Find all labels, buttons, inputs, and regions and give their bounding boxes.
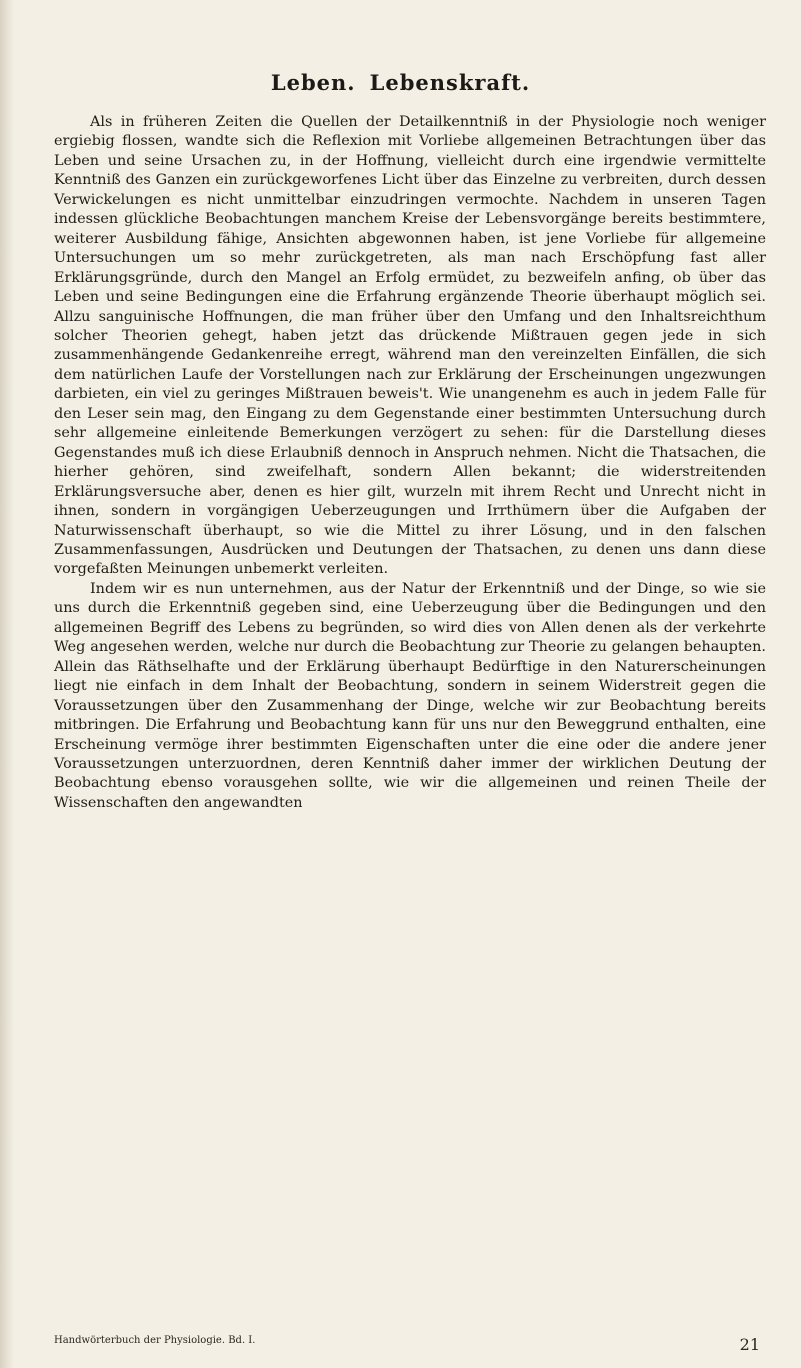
article-body bbox=[54, 113, 766, 813]
header-right-title: Lebenskraft. bbox=[369, 70, 531, 95]
paragraph-2: Indem wir es nun unternehmen, aus der Natur der Erkenntniß und der Dinge, so wie sie uns durch die Erkenntniß gegeben sind, eine Ueberzeugung über die Bedingungen und den allgemeinen Begriff des Lebens zu begründen, so wird dies von Allen denen als der verkehrte Weg angesehen werden, welche nur durch die Beobachtung zur Theorie zu gelangen behaupten. Allein das Räthselhafte und der Erklärung überhaupt Bedürftige in den Naturerscheinungen liegt nie einfach in dem Inhalt der Beobachtung, sondern in seinem Widerstreit gegen die Voraussetzungen über den Zusammenhang der Dinge, welche wir zur Beobachtung bereits mitbringen. Die Erfahrung und Beobachtung kann für uns nur den Beweggrund enthalten, eine Erscheinung vermöge ihrer bestimmten Eigenschaften unter die eine oder die andere jener Voraussetzungen unterzuordnen, deren Kenntniß daher immer der wirklichen Deutung der Beobachtung ebenso vorausgehen sollte, wie wir die allgemeinen und reinen Theile der Wissenschaften den angewandten bbox=[54, 580, 766, 811]
footer-source: Handwörterbuch der Physiologie. Bd. I. bbox=[54, 1335, 256, 1346]
header-left-title: Leben. bbox=[270, 70, 356, 95]
page-gutter-shadow bbox=[0, 0, 14, 1368]
signature-mark: 21 bbox=[739, 1335, 760, 1354]
paragraph-1: Als in früheren Zeiten die Quellen der Detailkenntniß in der Physiologie noch weniger ergiebig flossen, wandte sich die Reflexion mit Vorliebe allgemeinen Betrachtungen über das Leben und seine Ursachen zu, in der Hoffnung, vielleicht durch eine irgendwie vermittelte Kenntniß des Ganzen ein zurückgeworfenes Licht über das Einzelne zu verbreiten, durch dessen Verwickelungen es nicht unmittelbar einzudringen vermochte. Nachdem in unseren Tagen indessen glückliche Beobachtungen manchem Kreise der Lebensvorgänge bereits bestimmtere, weiterer Ausbildung fähige, Ansichten abgewonnen haben, ist jene Vorliebe für allgemeine Untersuchungen um so mehr zurückgetreten, als man nach Erschöpfung fast aller Erklärungsgründe, durch den Mangel an Erfolg ermüdet, zu bezweifeln anfing, ob über das Leben und seine Bedingungen eine die Erfahrung ergänzende Theorie überhaupt möglich sei. Allzu sanguinische Hoffnungen, die man früher über den Umfang und den Inhaltsreichthum solcher Theorien gehegt, haben jetzt das drückende Mißtrauen gegen jede in sich zusammenhängende Gedankenreihe erregt, während man den vereinzelten Einfällen, die sich dem natürlichen Laufe der Vorstellungen nach zur Erklärung der Erscheinungen ungezwungen darbieten, ein viel zu geringes Mißtrauen beweis't. Wie unangenehm es auch in jedem Falle für den Leser sein mag, den Eingang zu dem Gegenstande einer bestimmten Untersuchung durch sehr allgemeine einleitende Bemerkungen verzögert zu sehen: für die Darstellung dieses Gegenstandes muß ich diese Erlaubniß dennoch in Anspruch nehmen. Nicht die Thatsachen, die hierher gehören, sind zweifelhaft, sondern Allen bekannt; die widerstreitenden Erklärungsversuche aber, denen es hier gilt, wurzeln mit ihrem Recht und Unrecht nicht in ihnen, sondern in vorgängigen Ueberzeugungen und Irrthümern über die Aufgaben der Naturwissenschaft überhaupt, so wie die Mittel zu ihrer Lösung, und in den falschen Zusammenfassungen, Ausdrücken und Deutungen der Thatsachen, zu denen uns dann diese vorgefaßten Meinungen unbemerkt verleiten. bbox=[54, 114, 766, 578]
page-footer bbox=[54, 1335, 766, 1354]
running-header bbox=[0, 70, 801, 95]
